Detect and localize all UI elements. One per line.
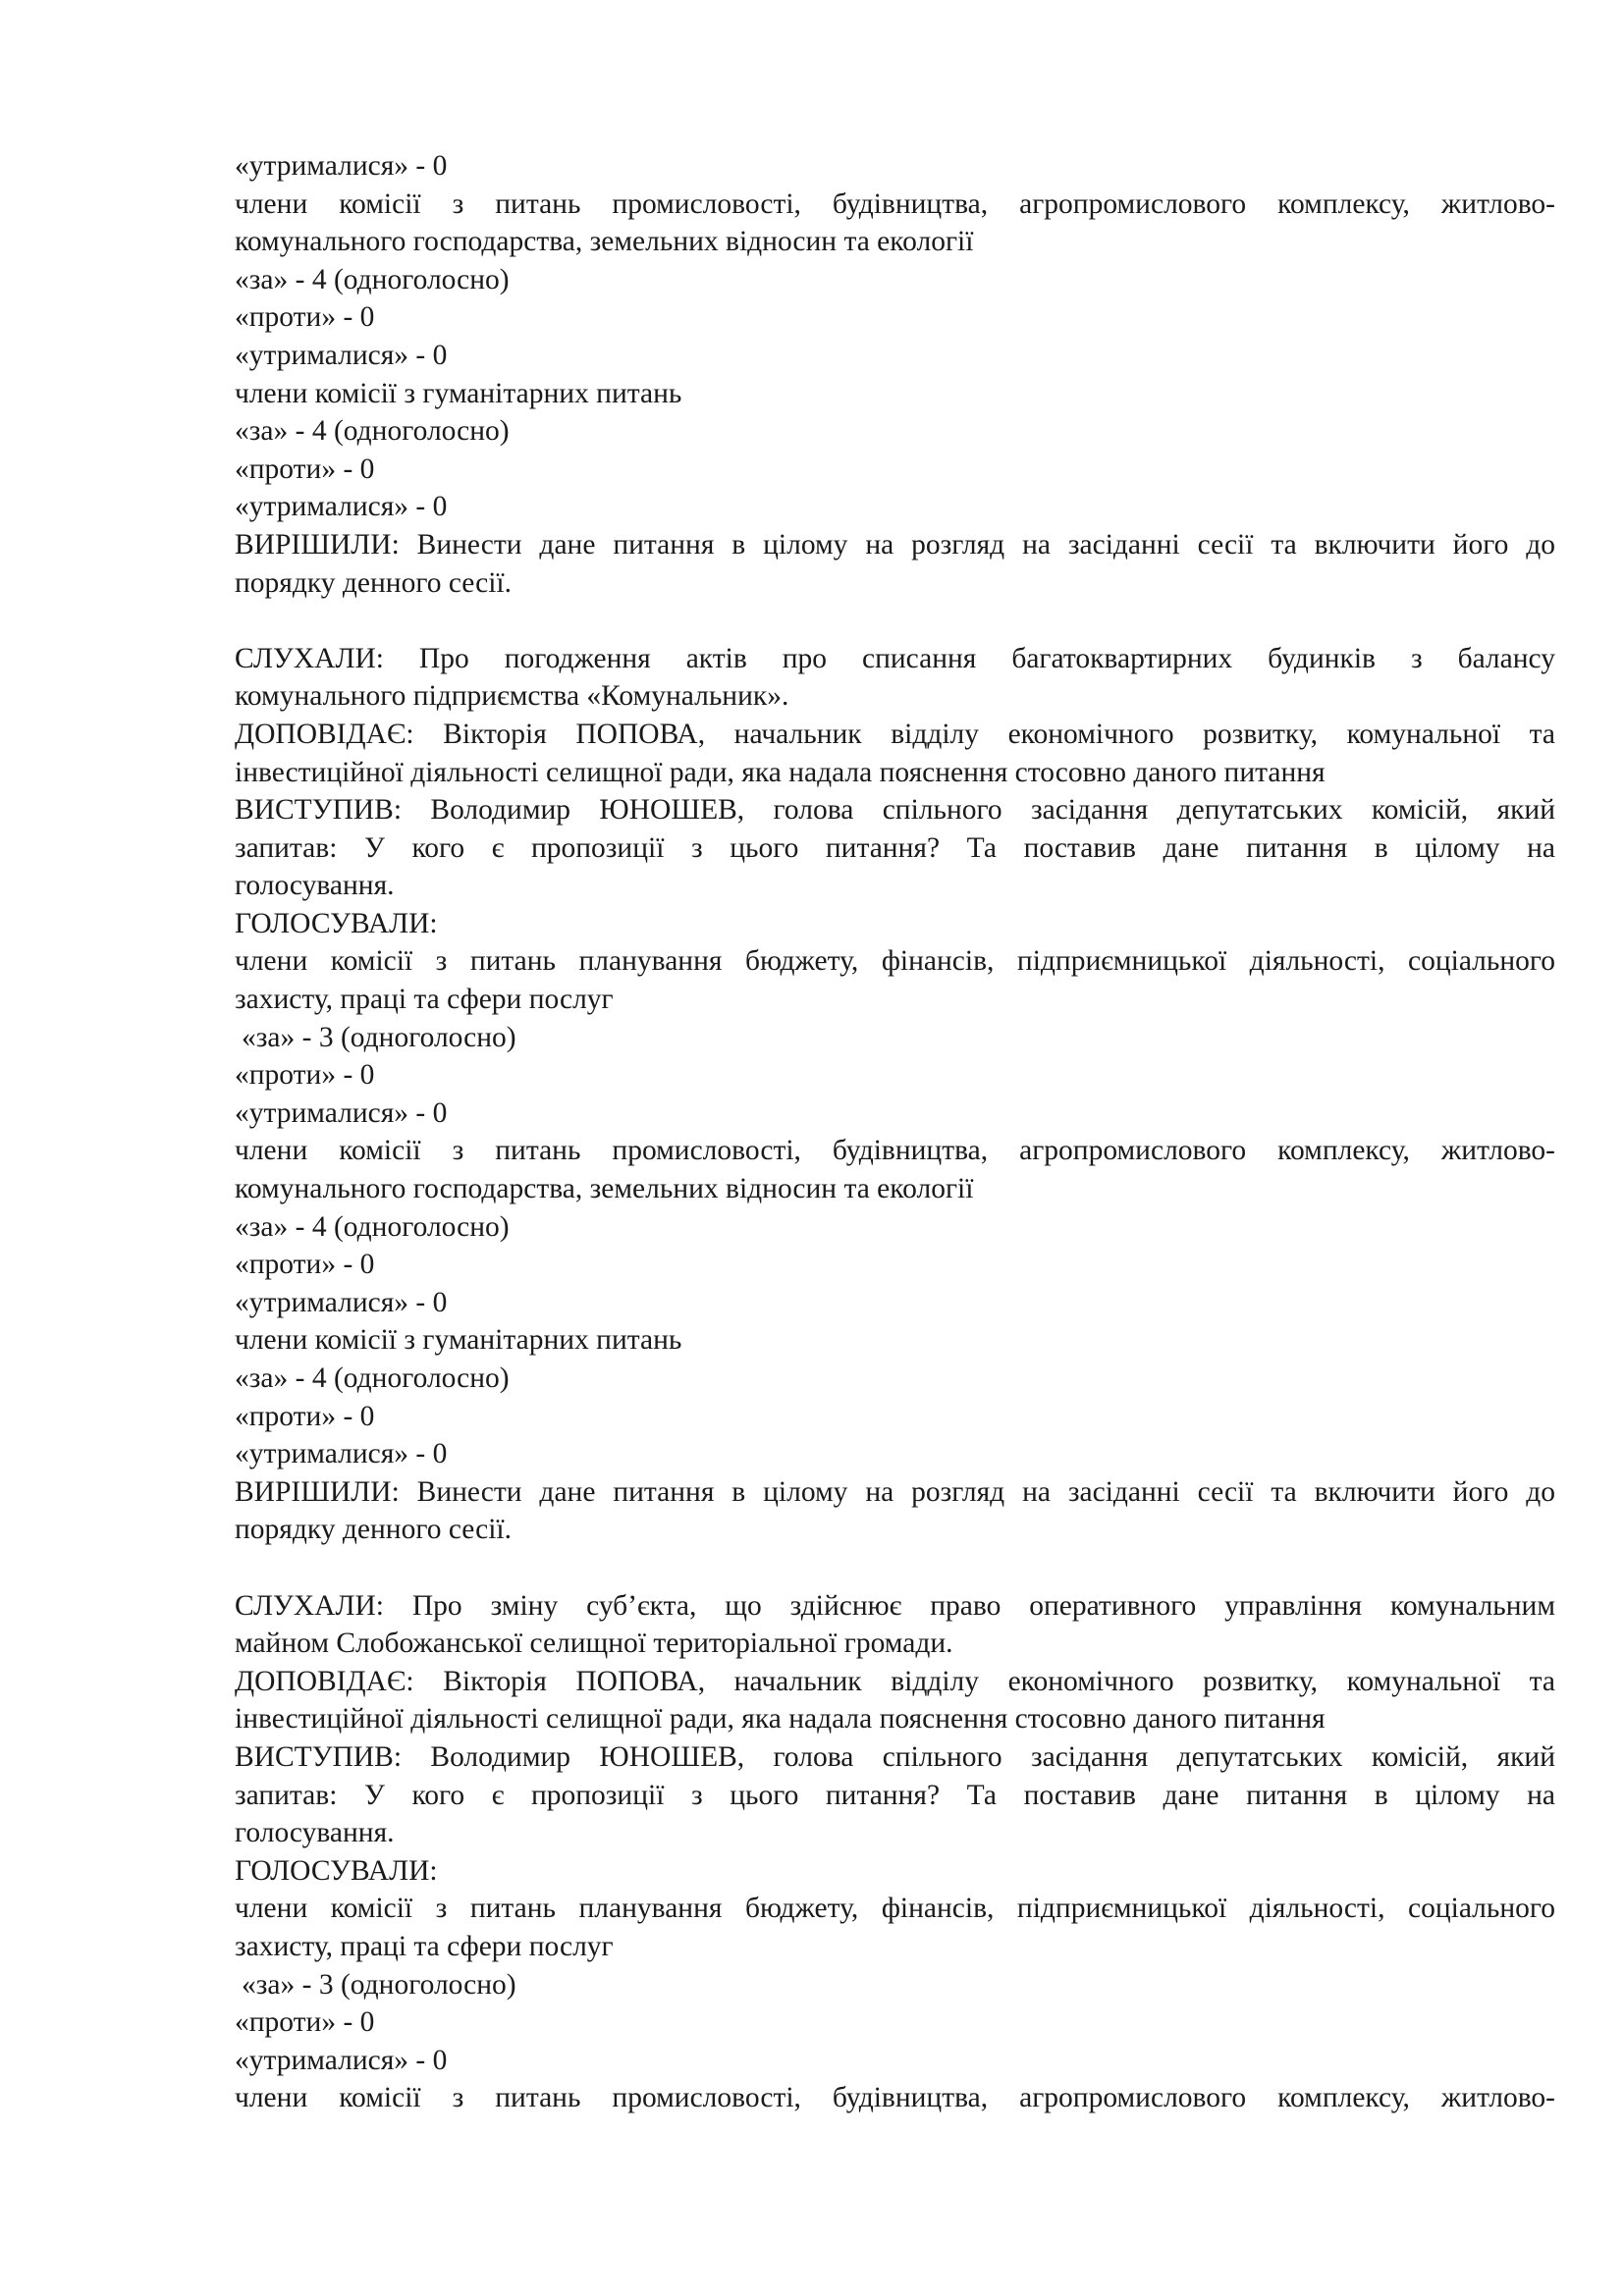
text-line: інвестиційної діяльності селищної ради, яка надала пояснення стосовно даного питання: [235, 1703, 1326, 1735]
text-line: «проти» - 0: [235, 453, 375, 485]
text-line: запитав: У кого є пропозиції з цього питання? Та поставив дане питання в цілому на: [235, 831, 1555, 864]
text-line: голосування.: [235, 870, 395, 902]
text-line: «за» - 4 (одноголосно): [235, 1362, 510, 1394]
text-line: «за» - 3 (одноголосно): [242, 1968, 516, 2001]
text-line: майном Слобожанської селищної територіальної громади.: [235, 1628, 953, 1660]
text-line: «утрималися» - 0: [235, 339, 448, 371]
text-line: ДОПОВІДАЄ: Вікторія ПОПОВА, начальник відділу економічного розвитку, комунальної та: [235, 1665, 1555, 1697]
text-line: члени комісії з питань промисловості, будівництва, агропромислового комплексу, житлово-: [235, 1135, 1555, 1167]
text-line: члени комісії з питань промисловості, будівництва, агропромислового комплексу, житлово-: [235, 187, 1555, 220]
text-line: СЛУХАЛИ: Про зміну суб’єкта, що здійснює право оперативного управління комунальним: [235, 1589, 1555, 1622]
text-line: «за» - 4 (одноголосно): [235, 415, 510, 448]
text-line: голосування.: [235, 1817, 395, 1849]
document-page: [235, 147, 1555, 2117]
text-line: комунального підприємства «Комунальник».: [235, 680, 789, 713]
text-line: «утрималися» - 0: [235, 1096, 448, 1129]
text-line: комунального господарства, земельних відносин та екології: [235, 226, 974, 258]
text-line: ГОЛОСУВАЛИ:: [235, 1854, 438, 1887]
text-line: захисту, праці та сфери послуг: [235, 1930, 614, 1962]
text-line: захисту, праці та сфери послуг: [235, 984, 614, 1016]
text-line: ДОПОВІДАЄ: Вікторія ПОПОВА, начальник відділу економічного розвитку, комунальної та: [235, 718, 1555, 750]
paragraph-gap: [235, 1549, 1555, 1587]
paragraph-gap: [235, 602, 1555, 640]
text-line: члени комісії з гуманітарних питань: [235, 1324, 682, 1357]
text-line: ВИСТУПИВ: Володимир ЮНОШЕВ, голова спільного засідання депутатських комісій, який: [235, 1740, 1555, 1773]
text-line: порядку денного сесії.: [235, 1514, 512, 1546]
text-line: «утрималися» - 0: [235, 1438, 448, 1470]
text-line: ВИРІШИЛИ: Винести дане питання в цілому на розгляд на засіданні сесії та включити його до: [235, 1475, 1555, 1508]
text-line: ВИСТУПИВ: Володимир ЮНОШЕВ, голова спільного засідання депутатських комісій, який: [235, 794, 1555, 827]
text-line: «проти» - 0: [235, 1249, 375, 1281]
text-line: «утрималися» - 0: [235, 2044, 448, 2076]
text-line: члени комісії з питань промисловості, будівництва, агропромислового комплексу, житлово-: [235, 2082, 1555, 2114]
text-line: члени комісії з гуманітарних питань: [235, 377, 682, 409]
text-line: «проти» - 0: [235, 1400, 375, 1432]
text-line: порядку денного сесії.: [235, 566, 512, 599]
text-line: комунального господарства, земельних відносин та екології: [235, 1173, 974, 1205]
text-line: СЛУХАЛИ: Про погодження актів про списання багатоквартирних будинків з балансу: [235, 642, 1555, 674]
text-line: «утрималися» - 0: [235, 150, 448, 182]
text-line: «за» - 3 (одноголосно): [242, 1021, 516, 1053]
text-line: запитав: У кого є пропозиції з цього питання? Та поставив дане питання в цілому на: [235, 1779, 1555, 1811]
text-line: члени комісії з питань планування бюджету, фінансів, підприємницької діяльності, соціального: [235, 1893, 1555, 1925]
text-line: інвестиційної діяльності селищної ради, яка надала пояснення стосовно даного питання: [235, 756, 1326, 788]
text-line: «утрималися» - 0: [235, 491, 448, 523]
text-line: ГОЛОСУВАЛИ:: [235, 907, 438, 939]
text-line: «проти» - 0: [235, 1059, 375, 1092]
text-line: «за» - 4 (одноголосно): [235, 263, 510, 295]
text-line: «проти» - 0: [235, 2006, 375, 2039]
text-line: «проти» - 0: [235, 301, 375, 334]
text-line: ВИРІШИЛИ: Винести дане питання в цілому на розгляд на засіданні сесії та включити його до: [235, 528, 1555, 561]
text-line: «утрималися» - 0: [235, 1286, 448, 1318]
text-line: «за» - 4 (одноголосно): [235, 1210, 510, 1243]
text-line: члени комісії з питань планування бюджету, фінансів, підприємницької діяльності, соціального: [235, 945, 1555, 978]
